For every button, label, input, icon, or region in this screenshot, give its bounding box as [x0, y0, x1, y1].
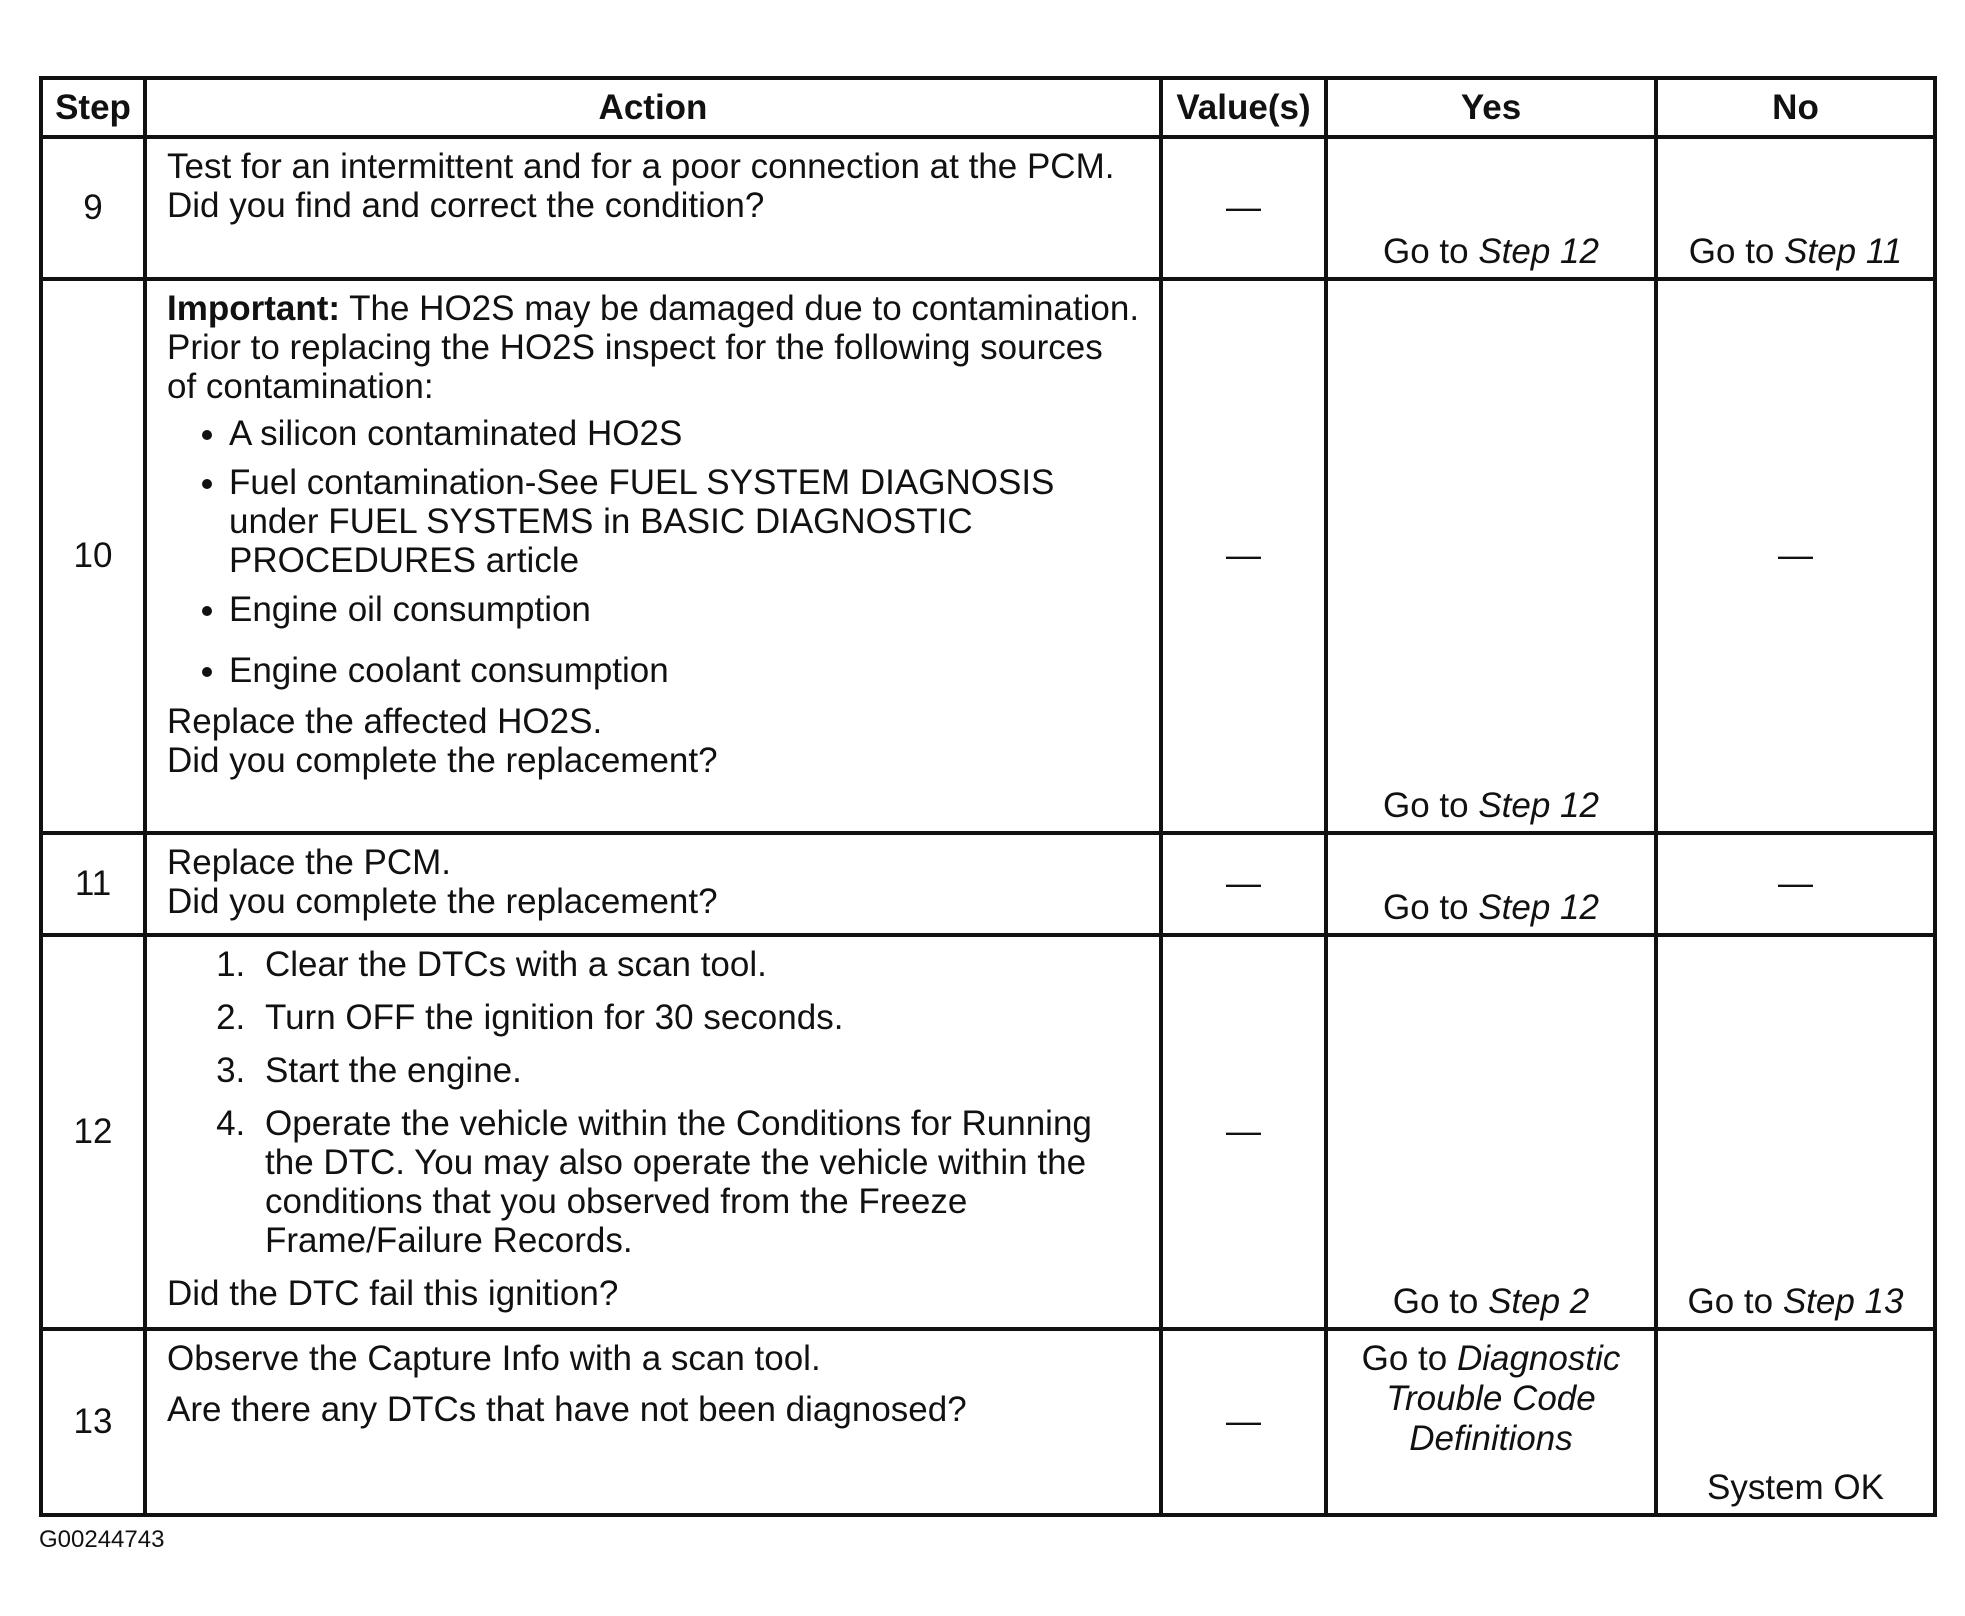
- yes-step-ref: Step 12: [1478, 786, 1599, 825]
- action-question: Are there any DTCs that have not been diagnosed?: [167, 1390, 967, 1429]
- yes-link[interactable]: [1328, 233, 1654, 271]
- header-row: [41, 78, 1935, 137]
- no-cell: [1656, 833, 1935, 935]
- value-cell: —: [1161, 833, 1326, 935]
- no-value: System OK: [1707, 1468, 1884, 1507]
- no-step-ref: Step 13: [1782, 1282, 1904, 1321]
- header-yes: Yes: [1326, 78, 1656, 137]
- action-cell: [145, 935, 1161, 1329]
- table-row-step-12: [41, 935, 1935, 1329]
- yes-prefix: Go to: [1383, 888, 1479, 927]
- step-number: 9: [41, 137, 145, 279]
- step-number: 11: [41, 833, 145, 935]
- yes-step-ref: Step 12: [1478, 888, 1599, 927]
- procedure-list: [167, 945, 1141, 1260]
- list-item: • Engine oil consumption: [229, 590, 1141, 629]
- table-row-step-13: [41, 1329, 1935, 1515]
- no-value: —: [1778, 536, 1813, 575]
- yes-cell: [1326, 935, 1656, 1329]
- no-cell: [1656, 935, 1935, 1329]
- important-text: The HO2S may be damaged due to contamination. Prior to replacing the HO2S inspect for the following sources of contamination:: [167, 289, 1140, 406]
- header-no: No: [1656, 78, 1935, 137]
- step-number: 13: [41, 1329, 145, 1515]
- yes-cell: [1326, 833, 1656, 935]
- yes-prefix: Go to: [1392, 1282, 1489, 1321]
- yes-prefix: Go to: [1383, 232, 1479, 271]
- list-item: • Engine coolant consumption: [229, 651, 1141, 690]
- yes-cell: [1326, 279, 1656, 833]
- header-step: Step: [41, 78, 145, 137]
- contamination-list: [167, 414, 1141, 690]
- yes-prefix: Go to: [1383, 786, 1479, 825]
- important-note: [167, 289, 1141, 406]
- no-prefix: Go to: [1687, 1282, 1783, 1321]
- no-cell: [1656, 137, 1935, 279]
- yes-step-ref: Step 2: [1488, 1282, 1590, 1321]
- action-question: Did you complete the replacement?: [167, 741, 718, 780]
- action-text: Replace the affected HO2S.: [167, 702, 603, 741]
- step-number: 12: [41, 935, 145, 1329]
- no-link[interactable]: [1658, 1283, 1933, 1321]
- yes-link[interactable]: [1328, 1339, 1654, 1459]
- list-item: • A silicon contaminated HO2S: [229, 414, 1141, 453]
- value-cell: —: [1161, 935, 1326, 1329]
- diagnostic-table: [39, 76, 1937, 1517]
- yes-cell: [1326, 137, 1656, 279]
- step-number: 10: [41, 279, 145, 833]
- action-cell: [145, 833, 1161, 935]
- action-question: Did you complete the replacement?: [167, 882, 718, 921]
- action-cell: [145, 1329, 1161, 1515]
- yes-link[interactable]: [1328, 787, 1654, 825]
- no-cell: [1656, 1329, 1935, 1515]
- table-row-step-11: [41, 833, 1935, 935]
- yes-cell: [1326, 1329, 1656, 1515]
- action-cell: [145, 279, 1161, 833]
- action-question: Did you find and correct the condition?: [167, 186, 765, 225]
- list-item: • Fuel contamination-See FUEL SYSTEM DIAGNOSIS under FUEL SYSTEMS in BASIC DIAGNOSTIC PROCEDURES article: [229, 463, 1141, 580]
- figure-id: G00244743: [39, 1526, 165, 1553]
- list-item: 1. Clear the DTCs with a scan tool.: [255, 945, 1141, 984]
- list-item: 2. Turn OFF the ignition for 30 seconds.: [255, 998, 1141, 1037]
- action-cell: [145, 137, 1161, 279]
- yes-prefix: Go to: [1361, 1339, 1457, 1378]
- yes-step-ref: Step 12: [1478, 232, 1599, 271]
- value-cell: —: [1161, 279, 1326, 833]
- yes-step-ref: Diagnostic Trouble Code Definitions: [1386, 1339, 1621, 1458]
- value-cell: —: [1161, 1329, 1326, 1515]
- header-values: Value(s): [1161, 78, 1326, 137]
- no-step-ref: Step 11: [1784, 232, 1903, 271]
- table-row-step-9: [41, 137, 1935, 279]
- action-question: Did the DTC fail this ignition?: [167, 1274, 619, 1313]
- value-cell: —: [1161, 137, 1326, 279]
- no-value: —: [1778, 864, 1813, 903]
- yes-link[interactable]: [1328, 1283, 1654, 1321]
- action-text: Replace the PCM.: [167, 843, 452, 882]
- header-action: Action: [145, 78, 1161, 137]
- list-item: 4. Operate the vehicle within the Conditions for Running the DTC. You may also operate the vehicle within the conditions that you observed from the Freeze Frame/Failure Records.: [255, 1104, 1141, 1260]
- no-link[interactable]: [1658, 233, 1933, 271]
- yes-link[interactable]: [1328, 889, 1654, 927]
- no-prefix: Go to: [1688, 232, 1785, 271]
- action-text: Observe the Capture Info with a scan tool.: [167, 1339, 821, 1378]
- no-cell: [1656, 279, 1935, 833]
- action-text: Test for an intermittent and for a poor connection at the PCM.: [167, 147, 1115, 186]
- list-item: 3. Start the engine.: [255, 1051, 1141, 1090]
- important-label: Important:: [167, 289, 341, 328]
- table-row-step-10: [41, 279, 1935, 833]
